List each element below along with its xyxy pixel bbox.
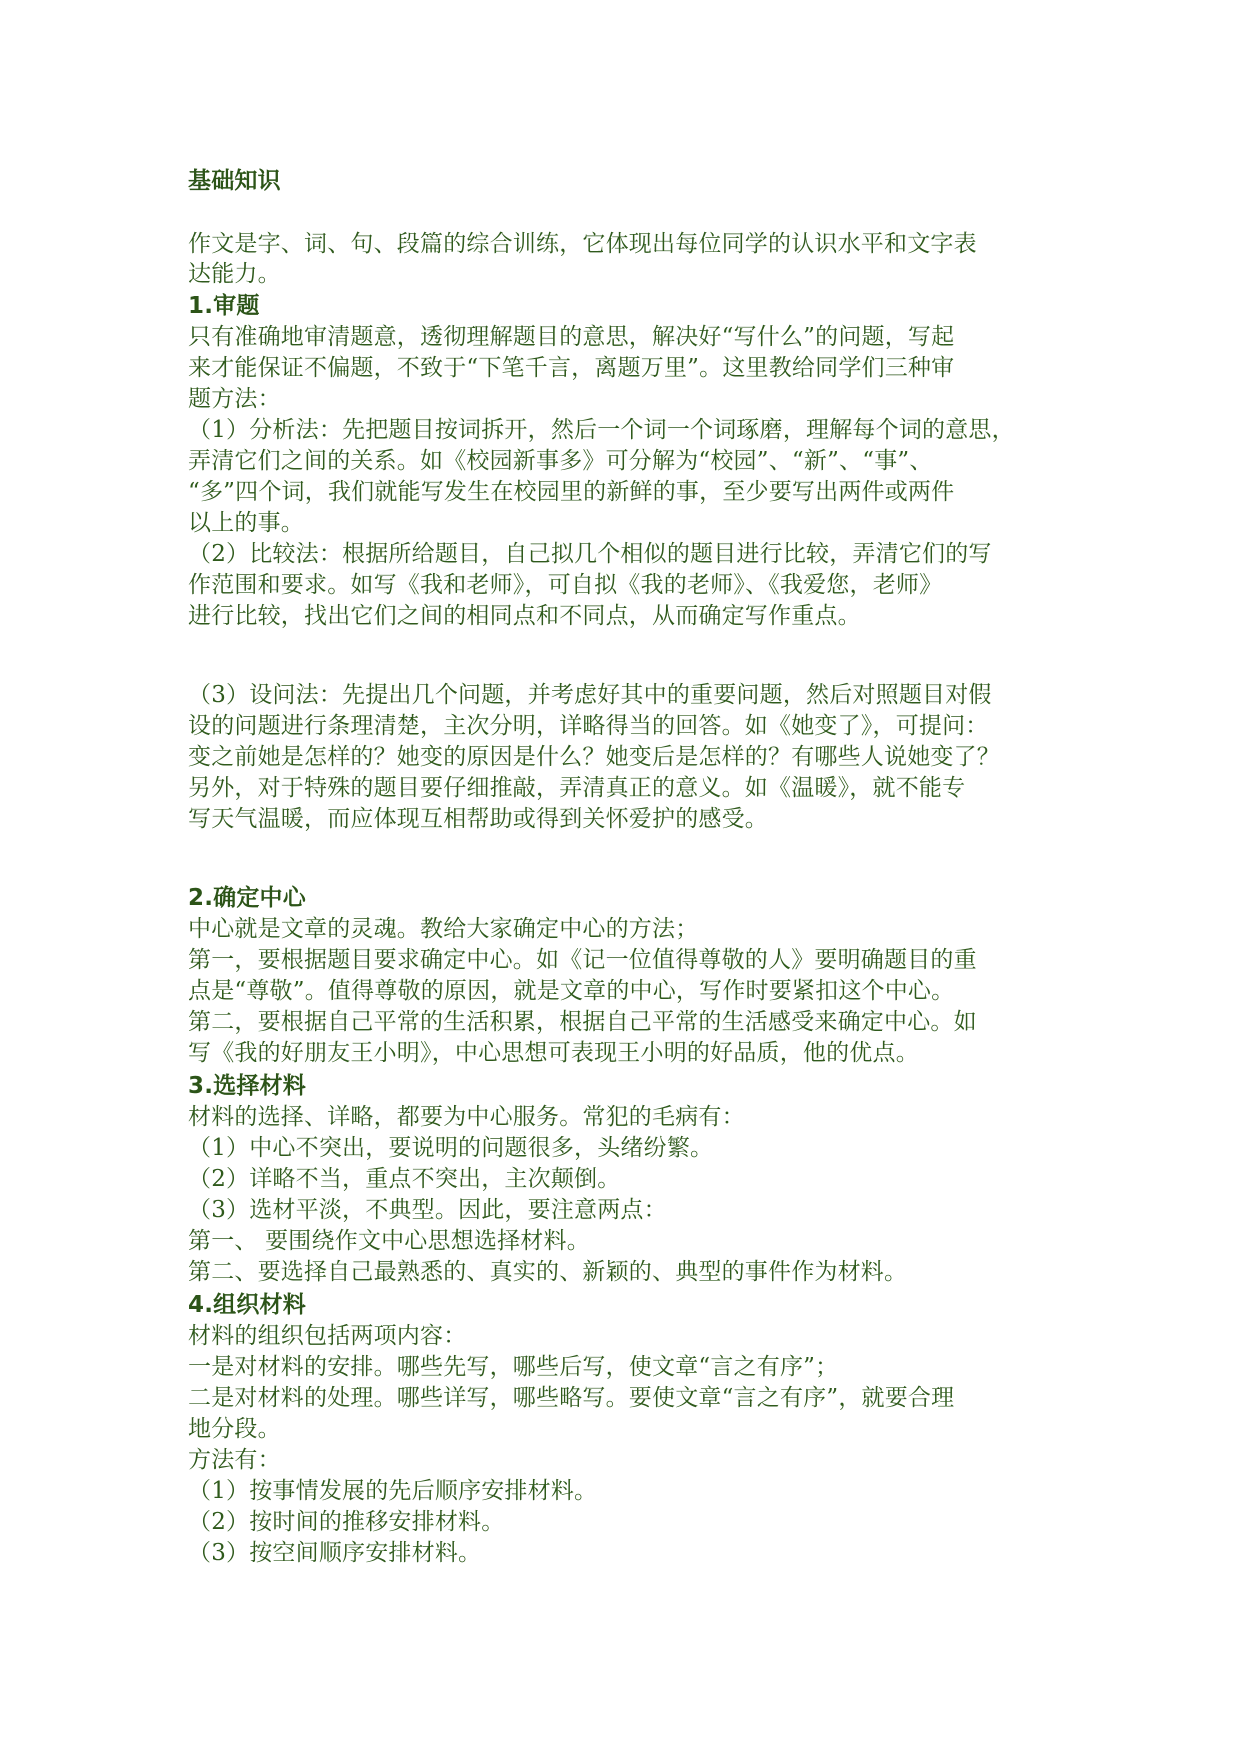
intro-line: 作文是字、词、句、段篇的综合训练，它体现出每位同学的认识水平和文字表 <box>188 231 977 257</box>
paragraph-line: 作范围和要求。如写《我和老师》，可自拟《我的老师》、《我爱您，老师》 <box>188 572 943 598</box>
paragraph-line: （3）选材平淡，不典型。因此，要注意两点： <box>188 1197 667 1223</box>
intro-line: 达能力。 <box>188 261 281 287</box>
paragraph-line: “多”四个词，我们就能写发生在校园里的新鲜的事，至少要写出两件或两件 <box>188 479 955 505</box>
paragraph-line: 材料的选择、详略，都要为中心服务。常犯的毛病有： <box>188 1104 745 1130</box>
paragraph-line: 第一，要根据题目要求确定中心。如《记一位值得尊敬的人》要明确题目的重 <box>188 947 977 973</box>
document-title: 基础知识 <box>188 168 281 194</box>
paragraph-line: 写天气温暖，而应体现互相帮助或得到关怀爱护的感受。 <box>188 806 768 832</box>
paragraph-line: （1）分析法：先把题目按词拆开，然后一个词一个词琢磨，理解每个词的意思， <box>188 417 1015 443</box>
paragraph-line: 一是对材料的安排。哪些先写，哪些后写，使文章“言之有序”； <box>188 1354 839 1380</box>
paragraph-line: 地分段。 <box>188 1416 281 1442</box>
paragraph-line: （2）按时间的推移安排材料。 <box>188 1509 505 1535</box>
paragraph-line: 来才能保证不偏题，不致于“下笔千言，离题万里”。这里教给同学们三种审 <box>188 355 955 381</box>
section-heading-organize-material: 4.组织材料 <box>188 1292 306 1318</box>
paragraph-line: 二是对材料的处理。哪些详写，哪些略写。要使文章“言之有序”，就要合理 <box>188 1385 955 1411</box>
paragraph-line: （2）详略不当，重点不突出，主次颠倒。 <box>188 1166 621 1192</box>
paragraph-line: （1）中心不突出，要说明的问题很多，头绪纷繁。 <box>188 1135 714 1161</box>
paragraph-line: 第二，要根据自己平常的生活积累，根据自己平常的生活感受来确定中心。如 <box>188 1009 977 1035</box>
paragraph-line: 材料的组织包括两项内容： <box>188 1323 467 1349</box>
paragraph-line: 变之前她是怎样的？她变的原因是什么？她变后是怎样的？有哪些人说她变了？ <box>188 744 1000 770</box>
paragraph-line: 点是“尊敬”。值得尊敬的原因，就是文章的中心，写作时要紧扣这个中心。 <box>188 978 955 1004</box>
paragraph-line: 第二、要选择自己最熟悉的、真实的、新颖的、典型的事件作为材料。 <box>188 1259 908 1285</box>
paragraph-line: 弄清它们之间的关系。如《校园新事多》可分解为“校园”、“新”、“事”、 <box>188 448 933 474</box>
paragraph-line: 设的问题进行条理清楚，主次分明，详略得当的回答。如《她变了》，可提问： <box>188 713 989 739</box>
paragraph-line: 另外，对于特殊的题目要仔细推敲，弄清真正的意义。如《温暖》，就不能专 <box>188 775 966 801</box>
paragraph-line: 中心就是文章的灵魂。教给大家确定中心的方法； <box>188 916 699 942</box>
section-heading-shenti: 1.审题 <box>188 293 260 319</box>
paragraph-line: （1）按事情发展的先后顺序安排材料。 <box>188 1478 598 1504</box>
paragraph-line: 写《我的好朋友王小明》，中心思想可表现王小明的好品质，他的优点。 <box>188 1040 919 1066</box>
section-heading-select-material: 3.选择材料 <box>188 1073 306 1099</box>
paragraph-line: 只有准确地审清题意，透彻理解题目的意思，解决好“写什么”的问题，写起 <box>188 324 955 350</box>
paragraph-line: 题方法： <box>188 386 281 412</box>
paragraph-line: 进行比较，找出它们之间的相同点和不同点，从而确定写作重点。 <box>188 603 861 629</box>
paragraph-line: （2）比较法：根据所给题目，自己拟几个相似的题目进行比较，弄清它们的写 <box>188 541 992 567</box>
paragraph-line: （3）按空间顺序安排材料。 <box>188 1540 482 1566</box>
paragraph-line: 方法有： <box>188 1447 281 1473</box>
paragraph-line: 以上的事。 <box>188 510 304 536</box>
paragraph-line: （3）设问法：先提出几个问题，并考虑好其中的重要问题，然后对照题目对假 <box>188 682 992 708</box>
section-heading-center: 2.确定中心 <box>188 885 306 911</box>
paragraph-line: 第一、 要围绕作文中心思想选择材料。 <box>188 1228 590 1254</box>
